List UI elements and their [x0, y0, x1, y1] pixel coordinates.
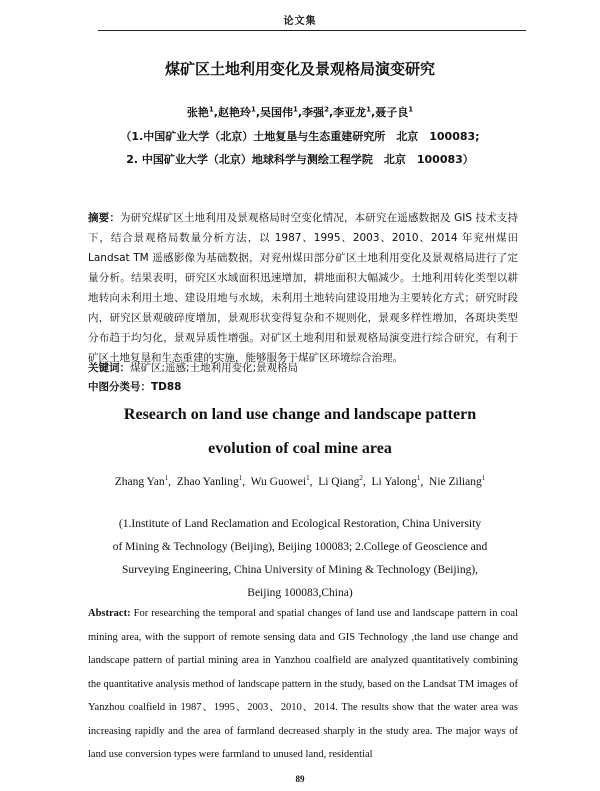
english-abstract-text: For researching the temporal and spatial changes of land use and landscape pattern in coal mining area, with the support of remote sensing data and GIS Technology ,the land use change and landscape pattern of partial mining area in Yanzhou coalfield are analyzed quantitatively combining the quantitative analysis method of landscape pattern in the study, based on the Landsat TM images of Yanzhou coalfield in 1987、1995、2003、2010、2014. The results show that the water area was increasing rapidly and the area of farmland decreased sharply in the study area. The major ways of land use conversion types were farmland to unused land, residential	[88, 608, 519, 760]
author-name: Zhao Yanling	[176, 475, 239, 488]
author-name: 吴国伟	[260, 106, 294, 119]
chinese-keywords-text: 煤矿区;遥感;土地利用变化;景观格局	[130, 362, 299, 374]
english-title-line2: evolution of coal mine area	[208, 440, 392, 457]
author-name: 赵艳玲	[217, 106, 251, 119]
chinese-abstract-text: 为研究煤矿区土地利用及景观格局时空变化情况，本研究在遥感数据及 GIS 技术支持下，结合景观格局数量分析方法，以 1987、1995、2003、2010、2014 年兖州煤田 Landsat TM 遥感影像为基础数据，对兖州煤田部分矿区土地利用变化及景观格局进行了定量分析。结果表明，研究区水域面积迅速增加，耕地面积大幅减少。土地利用转化类型以耕地转向未利用土地、建设用地与水域，未利用土地转向建设用地为主要转化方式；研究时段内，研究区景观破碎度增加，景观形状变得复杂和不规则化，景观多样性增加，各斑块类型分布趋于均匀化，景观异质性增强。对矿区土地利用和景观格局演变进行综合研究，有利于矿区土地复垦和生态重建的实施，能够服务于煤矿区环境综合治理。	[88, 212, 518, 364]
author-name: Li Qiang	[318, 475, 360, 488]
author-affiliation-mark: 2	[359, 474, 363, 482]
author-name: 张艳	[186, 106, 209, 119]
author-affiliation-mark: 2	[324, 105, 329, 114]
author-name: Zhang Yan	[114, 475, 165, 488]
author-name: Nie Ziliang	[429, 475, 482, 488]
author-name: 李亚龙	[333, 106, 367, 119]
author-affiliation-mark: 1	[164, 474, 169, 482]
author-name: 聂子良	[375, 106, 409, 119]
english-affiliation-line: Surveying Engineering, China University of Mining & Technology (Beijing),	[121, 564, 479, 576]
header-rule	[98, 30, 526, 31]
english-abstract-label: Abstract:	[88, 608, 131, 619]
english-affiliation-line: (1.Institute of Land Reclamation and Ecological Restoration, China University	[118, 518, 482, 530]
chinese-authors: 张艳$^1$,赵艳玲$^1$,吴国伟$^1$,李强$^2$,李亚龙$^1$,聂子良$^1$	[186, 105, 414, 119]
author-affiliation-mark: 1	[408, 105, 414, 114]
classification-code: TD88	[151, 381, 182, 393]
chinese-affiliation-line2: 2. 中国矿业大学（北京）地球科学与测绘工程学院 北京 100083）	[126, 153, 474, 166]
author-affiliation-mark: 1	[238, 474, 243, 482]
author-affiliation-mark: 1	[366, 105, 372, 114]
author-name: 李强	[302, 106, 325, 119]
english-affiliation-line: Beijing 100083,China)	[247, 587, 353, 599]
author-affiliation-mark: 1	[416, 474, 421, 482]
author-name: Wu Guowei	[250, 475, 307, 488]
english-title-line1: Research on land use change and landscape pattern	[123, 406, 477, 423]
author-affiliation-mark: 1	[293, 105, 298, 114]
chinese-keywords	[88, 360, 518, 375]
page-number: 89	[295, 774, 305, 784]
chinese-abstract-label: 摘要：	[88, 212, 120, 224]
author-name: Li Yalong	[371, 475, 417, 488]
chinese-abstract	[88, 208, 518, 368]
english-affiliation-line: of Mining & Technology (Beijing), Beijing 100083; 2.College of Geoscience and	[112, 541, 488, 553]
journal-header: 论文集	[283, 16, 317, 27]
english-authors: Zhang Yan$^1$, Zhao Yanling$^1$, Wu Guowei$^1$, Li Qiang$^2$, Li Yalong$^1$, Nie Ziliang$^1$	[114, 474, 486, 488]
author-affiliation-mark: 1	[481, 474, 486, 482]
chinese-affiliation-line1: （1.中国矿业大学（北京）土地复垦与生态重建研究所 北京 100083;	[120, 130, 480, 143]
author-affiliation-mark: 1	[208, 105, 214, 114]
classification-label: 中图分类号：	[88, 381, 151, 393]
author-affiliation-mark: 1	[306, 474, 310, 482]
chinese-keywords-label: 关键词：	[88, 362, 130, 374]
chinese-classification	[88, 379, 518, 394]
english-abstract	[88, 602, 518, 767]
chinese-title: 煤矿区土地利用变化及景观格局演变研究	[164, 60, 435, 78]
author-affiliation-mark: 1	[250, 105, 256, 114]
